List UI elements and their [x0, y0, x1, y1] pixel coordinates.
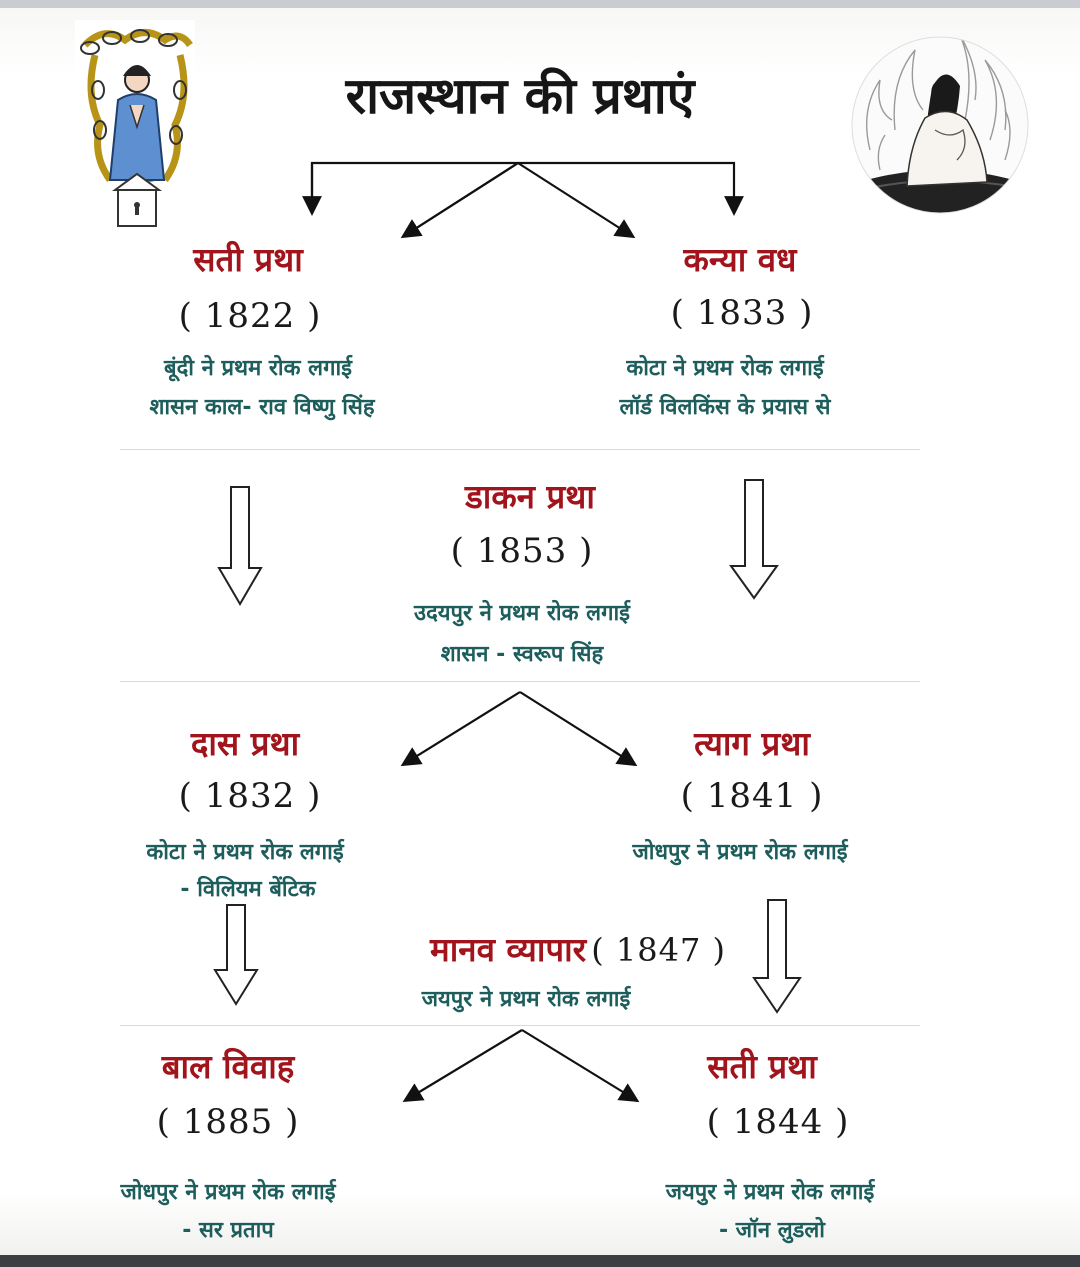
- divider: [120, 449, 920, 450]
- item-note: - सर प्रताप: [182, 1218, 274, 1243]
- item-year: ( 1885 ): [156, 1102, 300, 1142]
- item-heading: दास प्रथा: [190, 724, 300, 763]
- item-heading-row: [430, 926, 726, 971]
- item-heading: त्याग प्रथा: [694, 724, 810, 763]
- item-year: ( 1833 ): [670, 293, 814, 333]
- item-note: कोटा ने प्रथम रोक लगाई: [626, 356, 824, 381]
- item-note: जयपुर ने प्रथम रोक लगाई: [665, 1180, 875, 1205]
- item-year: ( 1822 ): [178, 296, 322, 336]
- item-note: जोधपुर ने प्रथम रोक लगाई: [120, 1180, 336, 1205]
- item-note: जोधपुर ने प्रथम रोक लगाई: [632, 840, 848, 865]
- divider: [120, 1025, 920, 1026]
- item-note: जयपुर ने प्रथम रोक लगाई: [421, 987, 631, 1012]
- item-note: शासन - स्वरूप सिंह: [440, 642, 604, 667]
- item-year: ( 1847 ): [591, 931, 727, 969]
- item-heading: मानव व्यापार: [429, 930, 587, 969]
- item-note: उदयपुर ने प्रथम रोक लगाई: [414, 601, 630, 626]
- item-year: ( 1853 ): [450, 531, 594, 571]
- item-heading: कन्या वध: [683, 240, 797, 279]
- divider: [120, 681, 920, 682]
- item-note: - विलियम बेंटिक: [180, 877, 316, 902]
- title-connectors: [312, 163, 734, 236]
- item-note: शासन काल- राव विष्णु सिंह: [149, 395, 375, 420]
- item-heading: सती प्रथा: [193, 240, 303, 279]
- page-title: राजस्थान की प्रथाएं: [345, 66, 695, 125]
- item-year: ( 1832 ): [178, 776, 322, 816]
- bottom-border: [0, 1255, 1080, 1267]
- item-note: - जॉन लुडलो: [719, 1218, 825, 1243]
- item-year: ( 1841 ): [680, 776, 824, 816]
- item-year: ( 1844 ): [706, 1102, 850, 1142]
- item-heading: डाकन प्रथा: [465, 477, 595, 516]
- chained-woman-illustration: [75, 20, 195, 235]
- item-note: लॉर्ड विलकिंस के प्रयास से: [619, 395, 831, 420]
- fork-arrows: [404, 692, 636, 1100]
- item-heading: सती प्रथा: [707, 1047, 817, 1086]
- item-note: कोटा ने प्रथम रोक लगाई: [146, 840, 344, 865]
- item-note: बूंदी ने प्रथम रोक लगाई: [164, 356, 352, 381]
- sati-woman-in-fire-illustration: [850, 35, 1030, 225]
- item-heading: बाल विवाह: [161, 1047, 295, 1086]
